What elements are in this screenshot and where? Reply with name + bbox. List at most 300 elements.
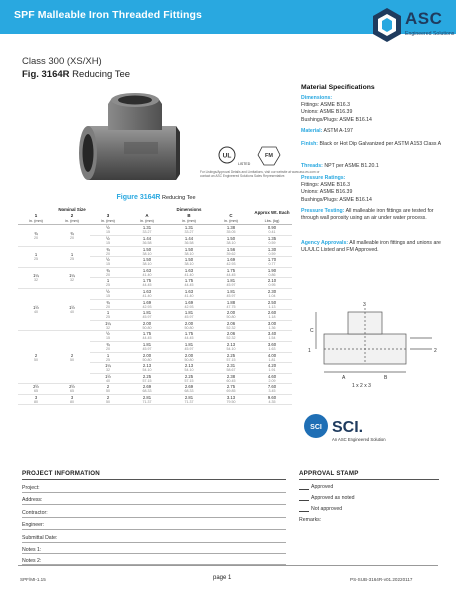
value-metric: 33.27 <box>184 230 194 235</box>
value-metric: 0.59 <box>268 251 276 256</box>
value-primary: 2.10 <box>267 278 277 284</box>
value-metric: 68.33 <box>142 389 152 394</box>
spec-testing-text: All malleable iron fittings are tested for through wall porosity using an air under water process. <box>301 208 434 222</box>
spec-pressure-line: Fittings: ASME B16.3 <box>301 182 351 189</box>
size-inch: 3 <box>34 394 38 400</box>
nominal-3-cell <box>90 299 126 310</box>
value-primary: ½ <box>106 288 110 294</box>
value-metric: 57.15 <box>226 357 236 362</box>
header-weight: Approx Wt. Each <box>254 209 290 215</box>
dimensions-table-body <box>18 218 292 405</box>
weight-cell <box>252 341 292 352</box>
dim-c-cell <box>210 299 252 310</box>
dim-a-cell <box>126 394 168 405</box>
tee-dimension-diagram <box>302 298 442 388</box>
table-title-figure: Figure 3164R <box>116 194 161 201</box>
value-primary: 3.60 <box>267 341 277 347</box>
nominal-3-cell <box>90 384 126 395</box>
value-metric: 0.41 <box>268 230 276 235</box>
value-primary: 4.60 <box>267 373 277 379</box>
dim-b-cell <box>168 225 210 236</box>
value-metric: 32 <box>106 325 110 330</box>
value-primary: 1.69 <box>226 257 236 263</box>
asc-logo-tagline: Engineered Solutions <box>405 31 455 37</box>
value-metric: 25 <box>106 283 110 288</box>
project-information <box>22 470 286 565</box>
dim-a-cell <box>126 257 168 268</box>
size-inch: 1½ <box>33 304 39 310</box>
dim-a-cell <box>126 288 168 299</box>
value-metric: 35.05 <box>226 230 236 235</box>
value-primary: ¾ <box>106 299 110 305</box>
value-primary: 2.25 <box>142 373 152 379</box>
not-approved-option[interactable] <box>299 502 439 513</box>
page-title: SPF Malleable Iron Threaded Fittings <box>14 9 202 21</box>
value-primary: 1.44 <box>184 235 194 241</box>
weight-cell <box>252 331 292 342</box>
dim-a-cell <box>126 225 168 236</box>
dim-c-cell <box>210 257 252 268</box>
dim-c-cell <box>210 352 252 363</box>
dim-c-cell <box>210 331 252 342</box>
value-metric: 44.45 <box>184 283 194 288</box>
dimensions-table <box>18 206 292 405</box>
value-metric: 71.37 <box>184 399 194 404</box>
table-row <box>18 288 292 299</box>
table-title-name: Reducing Tee <box>160 195 196 201</box>
value-metric: 1.36 <box>268 325 276 330</box>
dim-a-cell <box>126 363 168 374</box>
not-approved-checkbox[interactable] <box>299 506 309 512</box>
weight-cell <box>252 246 292 257</box>
notes-1-field[interactable]: Notes 1: <box>22 543 286 554</box>
dim-b-cell <box>168 341 210 352</box>
unit-cell: in. (mm) <box>126 218 168 225</box>
approved-as-noted-label: Approved as noted <box>311 495 355 501</box>
value-primary: 4.00 <box>267 352 277 358</box>
value-primary: 2.06 <box>226 331 236 337</box>
value-metric: 15 <box>106 293 110 298</box>
value-primary: 1.50 <box>142 246 152 252</box>
dim-a-cell <box>126 373 168 384</box>
spec-finish-label: Finish: <box>301 141 319 147</box>
nominal-3-cell <box>90 310 126 321</box>
footer-divider <box>18 565 438 566</box>
value-metric: 45.97 <box>184 315 194 320</box>
spec-finish-text: Black or Hot Dip Galvanized per ASTM A153 Class A <box>318 141 442 147</box>
value-metric: 45.97 <box>226 293 236 298</box>
value-metric: 41.40 <box>184 272 194 277</box>
dim-c-cell <box>210 288 252 299</box>
nominal-3-cell <box>90 225 126 236</box>
engineer-field[interactable]: Engineer: <box>22 518 286 531</box>
dim-c-cell <box>210 225 252 236</box>
value-primary: 2 <box>106 384 110 390</box>
value-metric: 1.18 <box>268 315 276 320</box>
nominal-2-cell <box>54 331 90 384</box>
value-metric: 1.81 <box>268 357 276 362</box>
value-metric: 44.45 <box>142 283 152 288</box>
size-mm: 50 <box>70 357 74 362</box>
diagram-label: A <box>342 375 346 381</box>
size-mm: 32 <box>34 278 38 283</box>
value-primary: 1.70 <box>267 257 277 263</box>
spec-threads <box>301 163 451 170</box>
dim-a-cell <box>126 384 168 395</box>
nominal-1-cell <box>18 246 54 267</box>
value-metric: 25 <box>106 315 110 320</box>
value-metric: 45.97 <box>184 346 194 351</box>
value-metric: 38.10 <box>184 251 194 256</box>
value-primary: 2.00 <box>184 320 194 326</box>
dim-c-cell <box>210 363 252 374</box>
value-metric: 39.62 <box>226 251 236 256</box>
dim-c-cell <box>210 246 252 257</box>
value-primary: 2.13 <box>184 363 194 369</box>
sci-name: SCI. <box>332 419 364 436</box>
dim-c-cell <box>210 235 252 246</box>
class-line: Class 300 (XS/XH) <box>22 56 102 67</box>
dim-c-cell <box>210 373 252 384</box>
size-inch: 1¼ <box>69 273 75 279</box>
value-primary: 1 <box>106 352 110 358</box>
value-metric: 57.15 <box>142 378 152 383</box>
value-primary: 1.81 <box>226 288 236 294</box>
value-primary: 2.38 <box>226 373 236 379</box>
value-metric: 45.97 <box>142 315 152 320</box>
nominal-3-cell <box>90 331 126 342</box>
approved-checkbox[interactable] <box>299 484 309 490</box>
value-metric: 20 <box>106 272 110 277</box>
value-primary: ¾ <box>106 267 110 273</box>
size-mm: 80 <box>34 399 38 404</box>
nominal-3-cell <box>90 394 126 405</box>
spec-agency-text: All malleable iron fittings and unions are UL/ULC Listed and FM Approved. <box>301 240 441 254</box>
weight-cell <box>252 394 292 405</box>
value-metric: 58.67 <box>226 368 236 373</box>
asc-logo-text: ASC <box>405 9 443 28</box>
value-metric: 15 <box>106 262 110 267</box>
value-primary: 2.50 <box>267 299 277 305</box>
dim-a-cell <box>126 299 168 310</box>
dim-a-cell <box>126 331 168 342</box>
value-metric: 42.93 <box>142 304 152 309</box>
project-field[interactable]: Project: <box>22 480 286 493</box>
size-mm: 25 <box>34 256 38 261</box>
value-primary: 1.75 <box>184 331 194 337</box>
value-primary: 1.88 <box>226 299 236 305</box>
unit-cell: Lbs. (kg) <box>252 218 292 225</box>
dim-b-cell <box>168 235 210 246</box>
value-primary: 2.30 <box>267 288 277 294</box>
value-primary: 1.50 <box>184 257 194 263</box>
sci-tagline: An ASC Engineered Solution <box>332 437 386 442</box>
contractor-field[interactable]: Contractor: <box>22 505 286 518</box>
nominal-3-cell <box>90 278 126 289</box>
diagram-label: C <box>310 328 314 334</box>
nominal-3-cell <box>90 246 126 257</box>
footer-revision: PS-SUB-3164R-v01.20220117 <box>350 577 413 582</box>
size-mm: 25 <box>70 256 74 261</box>
certification-note: For Listings/Approval Details and Limitations, visit our website at www.asc-es.com or contact an ASC Engineered Solutions Sales Representative. <box>200 170 320 179</box>
dim-b-cell <box>168 246 210 257</box>
table-row <box>18 246 292 257</box>
submittal-date-field[interactable]: Submittal Date: <box>22 530 286 543</box>
footer-document-code: SPF/MI-1.15 <box>20 577 46 582</box>
value-metric: 38.10 <box>226 240 236 245</box>
value-primary: ¾ <box>106 341 110 347</box>
size-inch: ¾ <box>34 230 38 236</box>
nominal-3-cell <box>90 320 126 331</box>
value-primary: 1.50 <box>226 235 236 241</box>
spec-material-label: Material: <box>301 128 323 134</box>
value-metric: 50 <box>106 399 110 404</box>
value-metric: 0.86 <box>268 272 276 277</box>
size-inch: 1¼ <box>33 273 39 279</box>
size-mm: 40 <box>70 309 74 314</box>
value-metric: 45.97 <box>226 283 236 288</box>
dim-b-cell <box>168 352 210 363</box>
figure-name: Reducing Tee <box>69 69 131 80</box>
weight-cell <box>252 225 292 236</box>
value-primary: 1.56 <box>226 246 236 252</box>
value-primary: 2.60 <box>267 310 277 316</box>
value-primary: 0.90 <box>267 225 277 231</box>
dim-b-cell <box>168 363 210 374</box>
spec-agency <box>301 240 451 254</box>
value-metric: 44.45 <box>142 336 152 341</box>
value-primary: 2.25 <box>226 352 236 358</box>
value-metric: 38.10 <box>142 262 152 267</box>
nominal-3-cell <box>90 352 126 363</box>
col-header: 3 <box>106 212 110 218</box>
project-information-title: PROJECT INFORMATION <box>22 470 286 480</box>
value-primary: 3.40 <box>267 331 277 337</box>
value-primary: 2.00 <box>184 352 194 358</box>
value-metric: 50.80 <box>226 315 236 320</box>
spec-material-text: ASTM A-197 <box>322 128 353 134</box>
value-primary: 2.69 <box>184 384 194 390</box>
address-field[interactable]: Address: <box>22 493 286 506</box>
weight-cell <box>252 235 292 246</box>
value-metric: 50.80 <box>142 325 152 330</box>
value-metric: 69.85 <box>226 389 236 394</box>
dim-a-cell <box>126 246 168 257</box>
nominal-3-cell <box>90 363 126 374</box>
dim-b-cell <box>168 288 210 299</box>
spec-threads-label: Threads: <box>301 163 323 169</box>
size-inch: 2 <box>34 352 38 358</box>
dim-c-cell <box>210 310 252 321</box>
value-metric: 57.15 <box>184 378 194 383</box>
nominal-2-cell <box>54 394 90 405</box>
value-metric: 1.13 <box>268 304 276 309</box>
value-metric: 52.32 <box>226 336 236 341</box>
value-metric: 20 <box>106 304 110 309</box>
weight-cell <box>252 320 292 331</box>
value-primary: 3.00 <box>267 320 277 326</box>
value-metric: 41.40 <box>142 272 152 277</box>
nominal-1-cell <box>18 225 54 246</box>
value-metric: 15 <box>106 240 110 245</box>
value-metric: 40 <box>106 378 110 383</box>
value-primary: 1.38 <box>226 225 236 231</box>
value-metric: 41.40 <box>142 293 152 298</box>
remarks-field[interactable]: Remarks: <box>299 517 322 523</box>
size-mm: 20 <box>70 235 74 240</box>
value-primary: 1¼ <box>105 363 111 369</box>
size-mm: 65 <box>34 389 38 394</box>
approval-stamp <box>299 470 439 571</box>
value-metric: 0.59 <box>268 240 276 245</box>
value-primary: 1.31 <box>184 225 194 231</box>
value-metric: 1.91 <box>268 368 276 373</box>
table-row <box>18 394 292 405</box>
svg-text:FM: FM <box>265 153 273 159</box>
unit-cell: in. (mm) <box>168 218 210 225</box>
value-metric: 3.45 <box>268 389 276 394</box>
value-metric: 2.09 <box>268 378 276 383</box>
nominal-3-cell <box>90 288 126 299</box>
value-metric: 79.50 <box>226 399 236 404</box>
value-primary: 1.44 <box>142 235 152 241</box>
value-metric: 15 <box>106 230 110 235</box>
value-metric: 41.40 <box>184 293 194 298</box>
spec-pressure-line: Unions: ASME B16.39 <box>301 189 353 196</box>
spec-pressure-line: Bushings/Plugs: ASME B16.14 <box>301 196 372 203</box>
size-mm: 40 <box>34 309 38 314</box>
value-metric: 71.37 <box>142 399 152 404</box>
spec-dimensions-label: Dimensions: <box>301 95 333 101</box>
value-metric: 38.10 <box>184 262 194 267</box>
value-metric: 15 <box>106 336 110 341</box>
spec-testing-label: Pressure Testing: <box>301 208 345 214</box>
size-mm: 32 <box>70 278 74 283</box>
size-mm: 65 <box>70 389 74 394</box>
value-primary: ½ <box>106 225 110 231</box>
size-mm: 50 <box>34 357 38 362</box>
figure-number: Fig. 3164R <box>22 69 70 80</box>
value-metric: 50.80 <box>184 357 194 362</box>
approved-option[interactable] <box>299 480 439 491</box>
weight-cell <box>252 278 292 289</box>
value-metric: 20 <box>106 251 110 256</box>
weight-cell <box>252 288 292 299</box>
size-inch: 2½ <box>69 384 75 390</box>
spec-pressure-label: Pressure Ratings: <box>301 175 346 181</box>
value-primary: ½ <box>106 257 110 263</box>
sci-mark: SCI <box>310 424 322 431</box>
weight-cell <box>252 352 292 363</box>
value-metric: 42.93 <box>184 304 194 309</box>
value-primary: 9.60 <box>267 394 277 400</box>
dim-b-cell <box>168 310 210 321</box>
diagram-label: 3 <box>363 302 366 308</box>
size-inch: 1 <box>34 251 38 257</box>
diagram-label: 2 <box>434 348 437 354</box>
nominal-1-cell <box>18 384 54 395</box>
approved-as-noted-option[interactable] <box>299 491 439 502</box>
asc-hexagon-icon <box>371 7 403 43</box>
size-mm: 20 <box>34 235 38 240</box>
value-primary: ½ <box>106 331 110 337</box>
value-metric: 1.04 <box>268 293 276 298</box>
dim-a-cell <box>126 341 168 352</box>
value-primary: 1.81 <box>142 310 152 316</box>
dim-a-cell <box>126 278 168 289</box>
value-metric: 45.97 <box>142 346 152 351</box>
sci-logo <box>302 410 422 450</box>
weight-cell <box>252 384 292 395</box>
svg-text:LISTED: LISTED <box>238 162 251 166</box>
value-primary: 1.30 <box>267 246 277 252</box>
value-primary: 1.31 <box>142 225 152 231</box>
nominal-2-cell <box>54 225 90 246</box>
notes-2-field[interactable]: Notes 2: <box>22 554 286 565</box>
value-primary: 1.35 <box>267 235 277 241</box>
value-primary: 1 <box>106 278 110 284</box>
dim-b-cell <box>168 320 210 331</box>
nominal-1-cell <box>18 288 54 330</box>
value-metric: 20 <box>106 346 110 351</box>
value-primary: 1.75 <box>184 278 194 284</box>
spec-title: Material Specifications <box>301 84 375 91</box>
value-primary: 1.81 <box>226 278 236 284</box>
approved-as-noted-checkbox[interactable] <box>299 495 309 501</box>
approval-stamp-title: APPROVAL STAMP <box>299 470 439 480</box>
value-metric: 68.33 <box>184 389 194 394</box>
header-dimensions: Dimensions <box>176 206 202 212</box>
dim-b-cell <box>168 384 210 395</box>
dim-a-cell <box>126 352 168 363</box>
dim-c-cell <box>210 394 252 405</box>
spec-dimensions-line: Unions: ASME B16.39 <box>301 109 353 116</box>
size-inch: 2 <box>70 352 74 358</box>
value-primary: 2.00 <box>142 352 152 358</box>
col-header: C <box>229 212 233 218</box>
certification-logos <box>216 145 286 169</box>
size-inch: 3 <box>70 394 74 400</box>
col-header: 1 <box>34 212 38 218</box>
value-primary: 1.63 <box>184 288 194 294</box>
nominal-3-cell <box>90 235 126 246</box>
weight-cell <box>252 257 292 268</box>
dim-c-cell <box>210 341 252 352</box>
dim-a-cell <box>126 267 168 278</box>
value-primary: 1 <box>106 310 110 316</box>
dim-a-cell <box>126 235 168 246</box>
diagram-caption: 1 x 2 x 3 <box>352 383 371 388</box>
value-primary: 4.20 <box>267 363 277 369</box>
figure-heading <box>22 69 130 80</box>
value-primary: 2.00 <box>142 320 152 326</box>
value-metric: 36.58 <box>142 240 152 245</box>
size-mm: 80 <box>70 399 74 404</box>
value-primary: 2.81 <box>184 394 194 400</box>
spec-pressure <box>301 175 451 204</box>
weight-cell <box>252 373 292 384</box>
value-primary: 2.06 <box>226 320 236 326</box>
spec-threads-text: NPT per ASME B1.20.1 <box>322 163 379 169</box>
table-row <box>18 225 292 236</box>
value-primary: 1.63 <box>184 267 194 273</box>
reducing-tee-image <box>76 88 191 193</box>
nominal-2-cell <box>54 384 90 395</box>
value-metric: 1.63 <box>268 346 276 351</box>
nominal-1-cell <box>18 331 54 384</box>
spec-dimensions-line: Fittings: ASME B16.3 <box>301 102 351 109</box>
size-inch: ¾ <box>70 230 74 236</box>
